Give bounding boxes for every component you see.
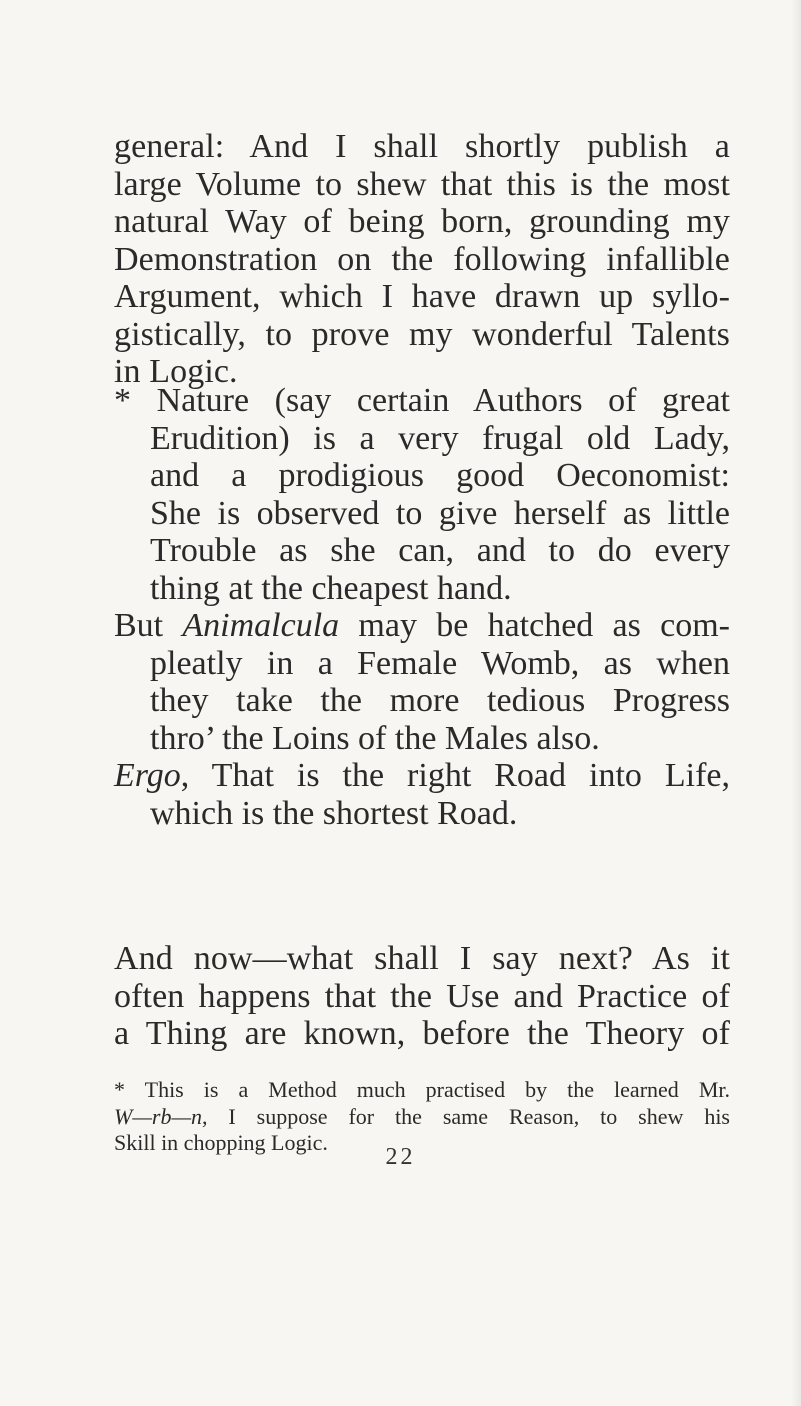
syllogism-line xyxy=(114,757,730,795)
syllogism-line: thing at the cheapest hand. xyxy=(150,569,512,607)
footnote-line: Skill in chopping Logic. xyxy=(114,1130,328,1155)
syllogism-line: which is the shortest Road. xyxy=(150,794,518,832)
paragraph-line: in Logic. xyxy=(114,353,238,390)
syllogism-line: * Nature (say certain Authors of great xyxy=(114,382,730,419)
paragraph-line: And now—what shall I say next? As it xyxy=(114,940,730,977)
paragraph-line: natural Way of being born, grounding my xyxy=(114,203,730,240)
paragraph-line: often happens that the Use and Practice of xyxy=(114,977,730,1015)
syllogism-text: may be hatched as com- xyxy=(339,607,730,644)
page-number: 22 xyxy=(385,1144,416,1170)
main-paragraph xyxy=(114,128,730,391)
syllogism-text: , That is the right Road into Life, xyxy=(180,757,730,794)
paragraph-line: Argument, which I have drawn up syllo- xyxy=(114,278,730,315)
paragraph-line: large Volume to shew that this is the most xyxy=(114,165,730,203)
italic-term: Ergo xyxy=(114,757,181,794)
paragraph-line: a Thing are known, before the Theory of xyxy=(114,1015,730,1052)
syllogism-line xyxy=(114,607,730,645)
syllogism-block xyxy=(114,382,730,832)
paragraph-line: general: And I shall shortly publish a xyxy=(114,128,730,165)
syllogism-line: thro’ the Loins of the Males also. xyxy=(150,719,600,757)
syllogism-line: and a prodigious good Oeconomist: xyxy=(150,457,730,494)
syllogism-line: Erudition) is a very frugal old Lady, xyxy=(150,419,730,457)
syllogism-line: pleatly in a Female Womb, as when xyxy=(150,644,730,682)
paragraph-line: Demonstration on the following infallible xyxy=(114,240,730,278)
footnote-text: , I suppose for the same Reason, to shew his xyxy=(202,1103,730,1129)
syllogism-line: She is observed to give herself as little xyxy=(150,494,730,532)
footnote-line xyxy=(114,1104,730,1131)
syllogism-line: they take the more tedious Progress xyxy=(150,682,730,719)
paragraph-line: gistically, to prove my wonderful Talents xyxy=(114,315,730,353)
syllogism-text: But xyxy=(114,607,183,644)
footnote-line: * This is a Method much practised by the learned Mr. xyxy=(114,1077,730,1102)
second-paragraph xyxy=(114,940,730,1053)
syllogism-line: Trouble as she can, and to do every xyxy=(150,532,730,569)
page-edge-shadow xyxy=(791,0,801,1406)
italic-name: W—rb—n xyxy=(114,1103,203,1129)
italic-term: Animalcula xyxy=(182,607,340,644)
